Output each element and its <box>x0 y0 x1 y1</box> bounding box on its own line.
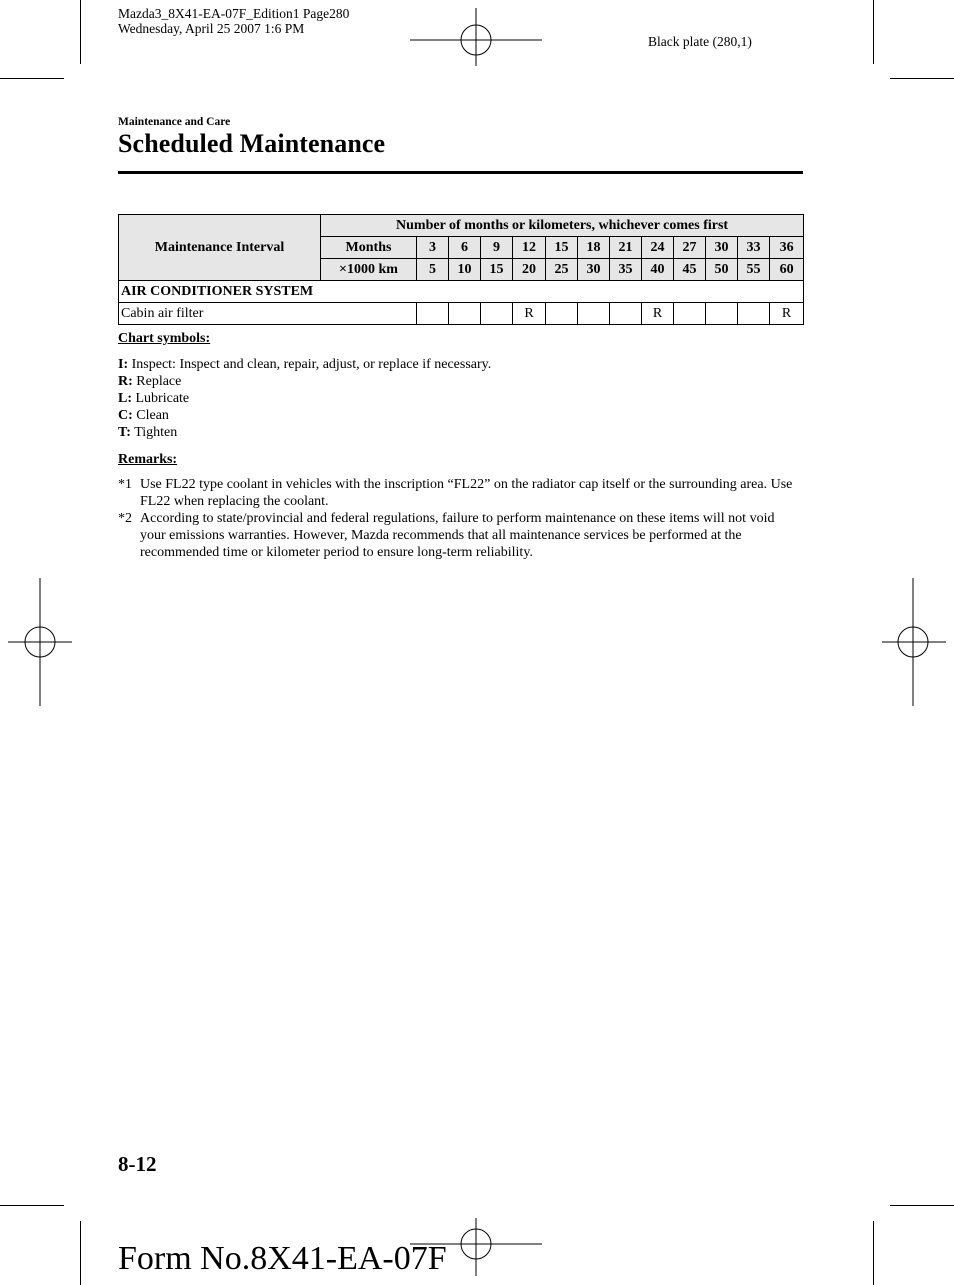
remark-number: *1 <box>118 477 132 492</box>
symbol-key: T: <box>118 425 131 440</box>
months-cell: 21 <box>610 237 642 259</box>
months-cell: 30 <box>706 237 738 259</box>
print-date-line: Wednesday, April 25 2007 1:6 PM <box>118 21 305 36</box>
km-cell: 35 <box>610 259 642 281</box>
remark-number: *2 <box>118 511 132 526</box>
km-cell: 40 <box>642 259 674 281</box>
months-cell: 3 <box>417 237 449 259</box>
km-cell: 30 <box>578 259 610 281</box>
table-header-row <box>119 215 804 237</box>
km-label-cell: ×1000 km <box>321 259 417 281</box>
months-cell: 18 <box>578 237 610 259</box>
remarks-title: Remarks: <box>118 452 178 467</box>
registration-mark-right <box>882 578 946 706</box>
months-label-cell: Months <box>321 237 417 259</box>
schedule-cell <box>674 303 706 325</box>
remark-text: According to state/provincial and federal regulations, failure to perform maintenance on these items will not void your emissions warranties. However, Mazda recommends that all maintenance services be performed at the recommended time or kilometer period to ensure long-term reliability. <box>140 511 775 560</box>
item-name-cell: Cabin air filter <box>119 303 417 325</box>
section-label: Maintenance and Care <box>118 116 231 128</box>
km-cell: 10 <box>449 259 481 281</box>
system-heading-row <box>119 281 804 303</box>
km-cell: 15 <box>481 259 513 281</box>
schedule-cell <box>738 303 770 325</box>
plate-label: Black plate (280,1) <box>648 34 752 49</box>
km-cell: 25 <box>546 259 578 281</box>
symbol-item <box>118 390 189 407</box>
months-cell: 12 <box>513 237 546 259</box>
symbol-key: C: <box>118 408 133 423</box>
page-number: 8-12 <box>118 1152 157 1176</box>
interval-label-cell: Maintenance Interval <box>119 215 321 281</box>
symbol-key: I: <box>118 357 129 372</box>
chart-symbols-title: Chart symbols: <box>118 331 211 346</box>
table-row <box>119 303 804 325</box>
schedule-cell <box>481 303 513 325</box>
remark-item <box>118 510 798 561</box>
schedule-cell <box>449 303 481 325</box>
print-file-line: Mazda3_8X41-EA-07F_Edition1 Page280 <box>118 6 350 21</box>
schedule-cell: R <box>770 303 804 325</box>
km-cell: 60 <box>770 259 804 281</box>
title-rule <box>118 171 803 174</box>
remark-item <box>118 476 798 510</box>
symbol-text: Clean <box>136 408 169 423</box>
months-cell: 24 <box>642 237 674 259</box>
months-cell: 27 <box>674 237 706 259</box>
symbol-text: Lubricate <box>135 391 190 406</box>
schedule-cell <box>610 303 642 325</box>
symbol-text: Inspect: Inspect and clean, repair, adjust, or replace if necessary. <box>131 357 492 372</box>
registration-mark-top <box>410 6 542 68</box>
schedule-cell <box>417 303 449 325</box>
symbol-item <box>118 407 169 424</box>
maintenance-table <box>118 214 804 325</box>
months-cell: 9 <box>481 237 513 259</box>
registration-mark-left <box>8 578 72 706</box>
schedule-cell: R <box>513 303 546 325</box>
months-cell: 15 <box>546 237 578 259</box>
symbol-text: Replace <box>136 374 182 389</box>
span-header-cell: Number of months or kilometers, whichever comes first <box>321 215 804 237</box>
km-cell: 5 <box>417 259 449 281</box>
months-cell: 6 <box>449 237 481 259</box>
form-number: Form No.8X41-EA-07F <box>118 1240 447 1277</box>
km-cell: 20 <box>513 259 546 281</box>
symbol-item <box>118 424 177 441</box>
symbol-text: Tighten <box>134 425 178 440</box>
schedule-cell <box>546 303 578 325</box>
schedule-cell <box>706 303 738 325</box>
symbol-key: R: <box>118 374 133 389</box>
schedule-cell: R <box>642 303 674 325</box>
km-cell: 45 <box>674 259 706 281</box>
km-cell: 55 <box>738 259 770 281</box>
km-cell: 50 <box>706 259 738 281</box>
symbol-item <box>118 373 181 390</box>
symbol-item <box>118 356 491 373</box>
schedule-cell <box>578 303 610 325</box>
symbol-key: L: <box>118 391 132 406</box>
months-cell: 33 <box>738 237 770 259</box>
remark-text: Use FL22 type coolant in vehicles with the inscription “FL22” on the radiator cap itself or the surrounding area. Use FL22 when replacing the coolant. <box>140 477 793 509</box>
system-heading-cell: AIR CONDITIONER SYSTEM <box>119 281 804 303</box>
months-cell: 36 <box>770 237 804 259</box>
page-title: Scheduled Maintenance <box>118 129 386 158</box>
